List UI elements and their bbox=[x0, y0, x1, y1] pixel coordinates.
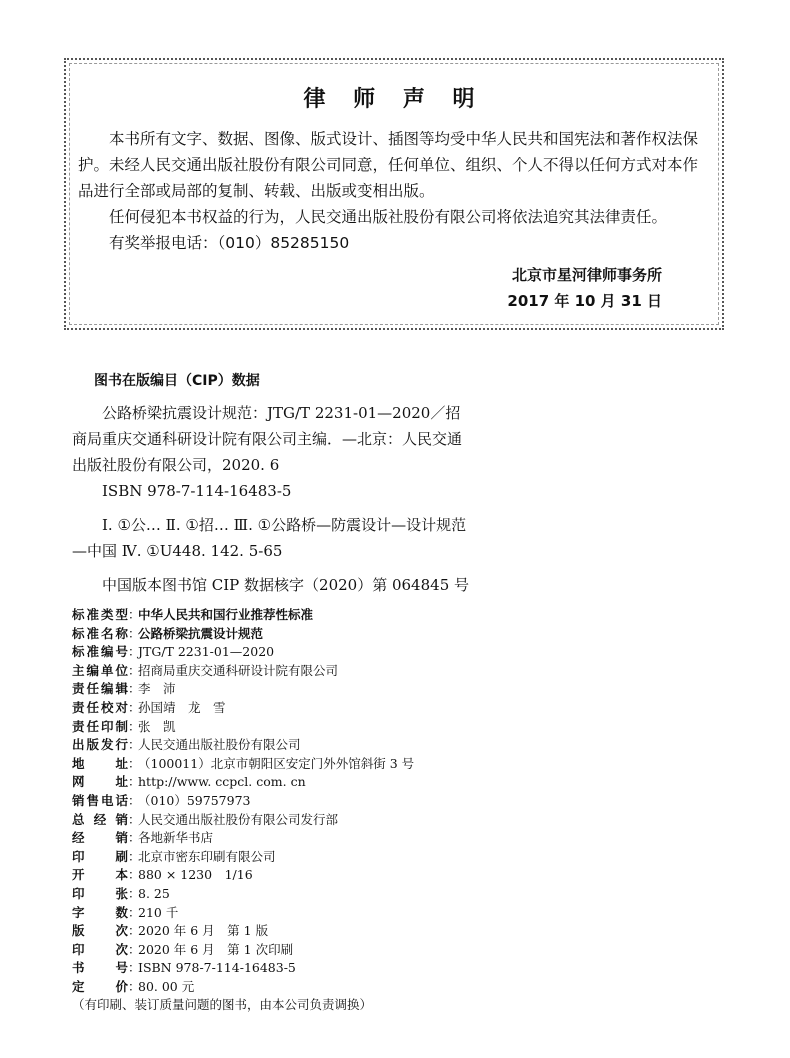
publication-row bbox=[72, 662, 632, 681]
publication-value: 8. 25 bbox=[138, 885, 170, 901]
publication-row bbox=[72, 885, 632, 904]
notice-body bbox=[78, 126, 710, 256]
publication-label: 责任印制 bbox=[72, 718, 128, 734]
label-colon: ： bbox=[128, 718, 141, 734]
publication-label: 地 址 bbox=[72, 755, 128, 771]
label-colon: ： bbox=[128, 960, 141, 976]
label-colon: ： bbox=[128, 681, 141, 697]
publication-value: 各地新华书店 bbox=[138, 830, 214, 846]
publication-label: 网 址 bbox=[72, 774, 128, 790]
publication-row bbox=[72, 811, 632, 830]
cip-record bbox=[72, 400, 472, 598]
notice-date: 2017 年 10 月 31 日 bbox=[507, 292, 662, 310]
publication-value: 公路桥梁抗震设计规范 bbox=[138, 625, 264, 641]
publication-rows bbox=[72, 606, 632, 996]
label-colon: ： bbox=[128, 885, 141, 901]
publication-value: 2020 年 6 月 第 1 版 bbox=[138, 923, 269, 939]
publication-value: http://www. ccpcl. com. cn bbox=[138, 774, 306, 790]
publication-label: 出版发行 bbox=[72, 737, 128, 753]
publication-label: 字 数 bbox=[72, 904, 128, 920]
publication-value: 李 沛 bbox=[138, 681, 176, 697]
publication-label: 主编单位 bbox=[72, 662, 128, 678]
publication-value: 招商局重庆交通科研设计院有限公司 bbox=[138, 662, 339, 678]
label-colon: ： bbox=[128, 644, 141, 660]
publication-row bbox=[72, 625, 632, 644]
label-colon: ： bbox=[128, 755, 141, 771]
publication-value: 80. 00 元 bbox=[138, 978, 195, 994]
publication-label: 经 销 bbox=[72, 830, 128, 846]
publication-row bbox=[72, 755, 632, 774]
label-colon: ： bbox=[128, 978, 141, 994]
notice-signature bbox=[507, 262, 662, 314]
cip-classification: Ⅰ. ①公… Ⅱ. ①招… Ⅲ. ①公路桥—防震设计—设计规范—中国 Ⅳ. ①U448. 142. 5-65 bbox=[72, 516, 467, 560]
publication-value: 880 × 1230 1/16 bbox=[138, 867, 253, 883]
publication-value: ISBN 978-7-114-16483-5 bbox=[138, 960, 296, 976]
publication-row bbox=[72, 699, 632, 718]
label-colon: ： bbox=[128, 848, 141, 864]
quality-note: （有印刷、装订质量问题的图书，由本公司负责调换） bbox=[72, 997, 373, 1013]
publication-row bbox=[72, 959, 632, 978]
publication-value: 北京市密东印刷有限公司 bbox=[138, 848, 276, 864]
publication-value: 孙国靖 龙 雪 bbox=[138, 699, 226, 715]
publication-label: 总 经 销 bbox=[72, 811, 128, 827]
notice-signer: 北京市星河律师事务所 bbox=[511, 266, 662, 284]
publication-value: JTG/T 2231-01—2020 bbox=[138, 644, 275, 660]
publication-row bbox=[72, 773, 632, 792]
publication-row bbox=[72, 848, 632, 867]
publication-label: 书 号 bbox=[72, 960, 128, 976]
notice-paragraph: 本书所有文字、数据、图像、版式设计、插图等均受中华人民共和国宪法和著作权法保护。未经人民交通出版社股份有限公司同意，任何单位、组织、个人不得以任何方式对本作品进行全部或局部的复制、转载、出版或变相出版。 bbox=[78, 130, 699, 200]
publication-label: 开 本 bbox=[72, 867, 128, 883]
publication-label: 印 张 bbox=[72, 885, 128, 901]
publication-value: 210 千 bbox=[138, 904, 179, 920]
publication-row bbox=[72, 829, 632, 848]
label-colon: ： bbox=[128, 774, 141, 790]
publication-row bbox=[72, 922, 632, 941]
publication-row bbox=[72, 606, 632, 625]
publication-label: 销售电话 bbox=[72, 792, 128, 808]
notice-hotline: 有奖举报电话：（010）85285150 bbox=[109, 234, 350, 252]
label-colon: ： bbox=[128, 923, 141, 939]
cip-record-number: 中国版本图书馆 CIP 数据核字（2020）第 064845 号 bbox=[102, 576, 470, 594]
label-colon: ： bbox=[128, 607, 141, 622]
publication-row bbox=[72, 643, 632, 662]
publication-label: 定 价 bbox=[72, 978, 128, 994]
publication-label: 标准编号 bbox=[72, 644, 128, 660]
cip-isbn: ISBN 978-7-114-16483-5 bbox=[102, 482, 292, 500]
publication-row bbox=[72, 941, 632, 960]
publication-value: 2020 年 6 月 第 1 次印刷 bbox=[138, 941, 294, 957]
label-colon: ： bbox=[128, 792, 141, 808]
publication-label: 责任校对 bbox=[72, 699, 128, 715]
publication-value: 人民交通出版社股份有限公司 bbox=[138, 737, 301, 753]
label-colon: ： bbox=[128, 904, 141, 920]
label-colon: ： bbox=[128, 625, 141, 641]
publication-value: 张 凯 bbox=[138, 718, 176, 734]
label-colon: ： bbox=[128, 737, 141, 753]
publication-value: 人民交通出版社股份有限公司发行部 bbox=[138, 811, 339, 827]
publication-label: 印 次 bbox=[72, 941, 128, 957]
publication-row bbox=[72, 866, 632, 885]
publication-row bbox=[72, 718, 632, 737]
publication-label: 标准名称 bbox=[72, 625, 128, 641]
label-colon: ： bbox=[128, 941, 141, 957]
label-colon: ： bbox=[128, 811, 141, 827]
label-colon: ： bbox=[128, 830, 141, 846]
publication-label: 标准类型 bbox=[72, 607, 128, 622]
label-colon: ： bbox=[128, 662, 141, 678]
publication-row bbox=[72, 904, 632, 923]
legal-notice-box bbox=[64, 58, 724, 330]
publication-value: （100011）北京市朝阳区安定门外外馆斜街 3 号 bbox=[138, 755, 415, 771]
publication-row bbox=[72, 978, 632, 997]
publication-value: 中华人民共和国行业推荐性标准 bbox=[138, 607, 314, 622]
label-colon: ： bbox=[128, 867, 141, 883]
cip-citation: 公路桥梁抗震设计规范：JTG/T 2231-01—2020／招商局重庆交通科研设计院有限公司主编．—北京：人民交通出版社股份有限公司，2020. 6 bbox=[72, 404, 463, 474]
publication-label: 印 刷 bbox=[72, 848, 128, 864]
publication-row bbox=[72, 680, 632, 699]
notice-title: 律 师 声 明 bbox=[303, 87, 485, 112]
notice-paragraph: 任何侵犯本书权益的行为，人民交通出版社股份有限公司将依法追究其法律责任。 bbox=[109, 208, 668, 226]
publication-row bbox=[72, 736, 632, 755]
publication-row bbox=[72, 792, 632, 811]
publication-value: （010）59757973 bbox=[138, 792, 251, 808]
publication-label: 版 次 bbox=[72, 923, 128, 939]
cip-heading: 图书在版编目（CIP）数据 bbox=[94, 373, 260, 389]
publication-info bbox=[72, 606, 632, 1015]
publication-label: 责任编辑 bbox=[72, 681, 128, 697]
label-colon: ： bbox=[128, 699, 141, 715]
